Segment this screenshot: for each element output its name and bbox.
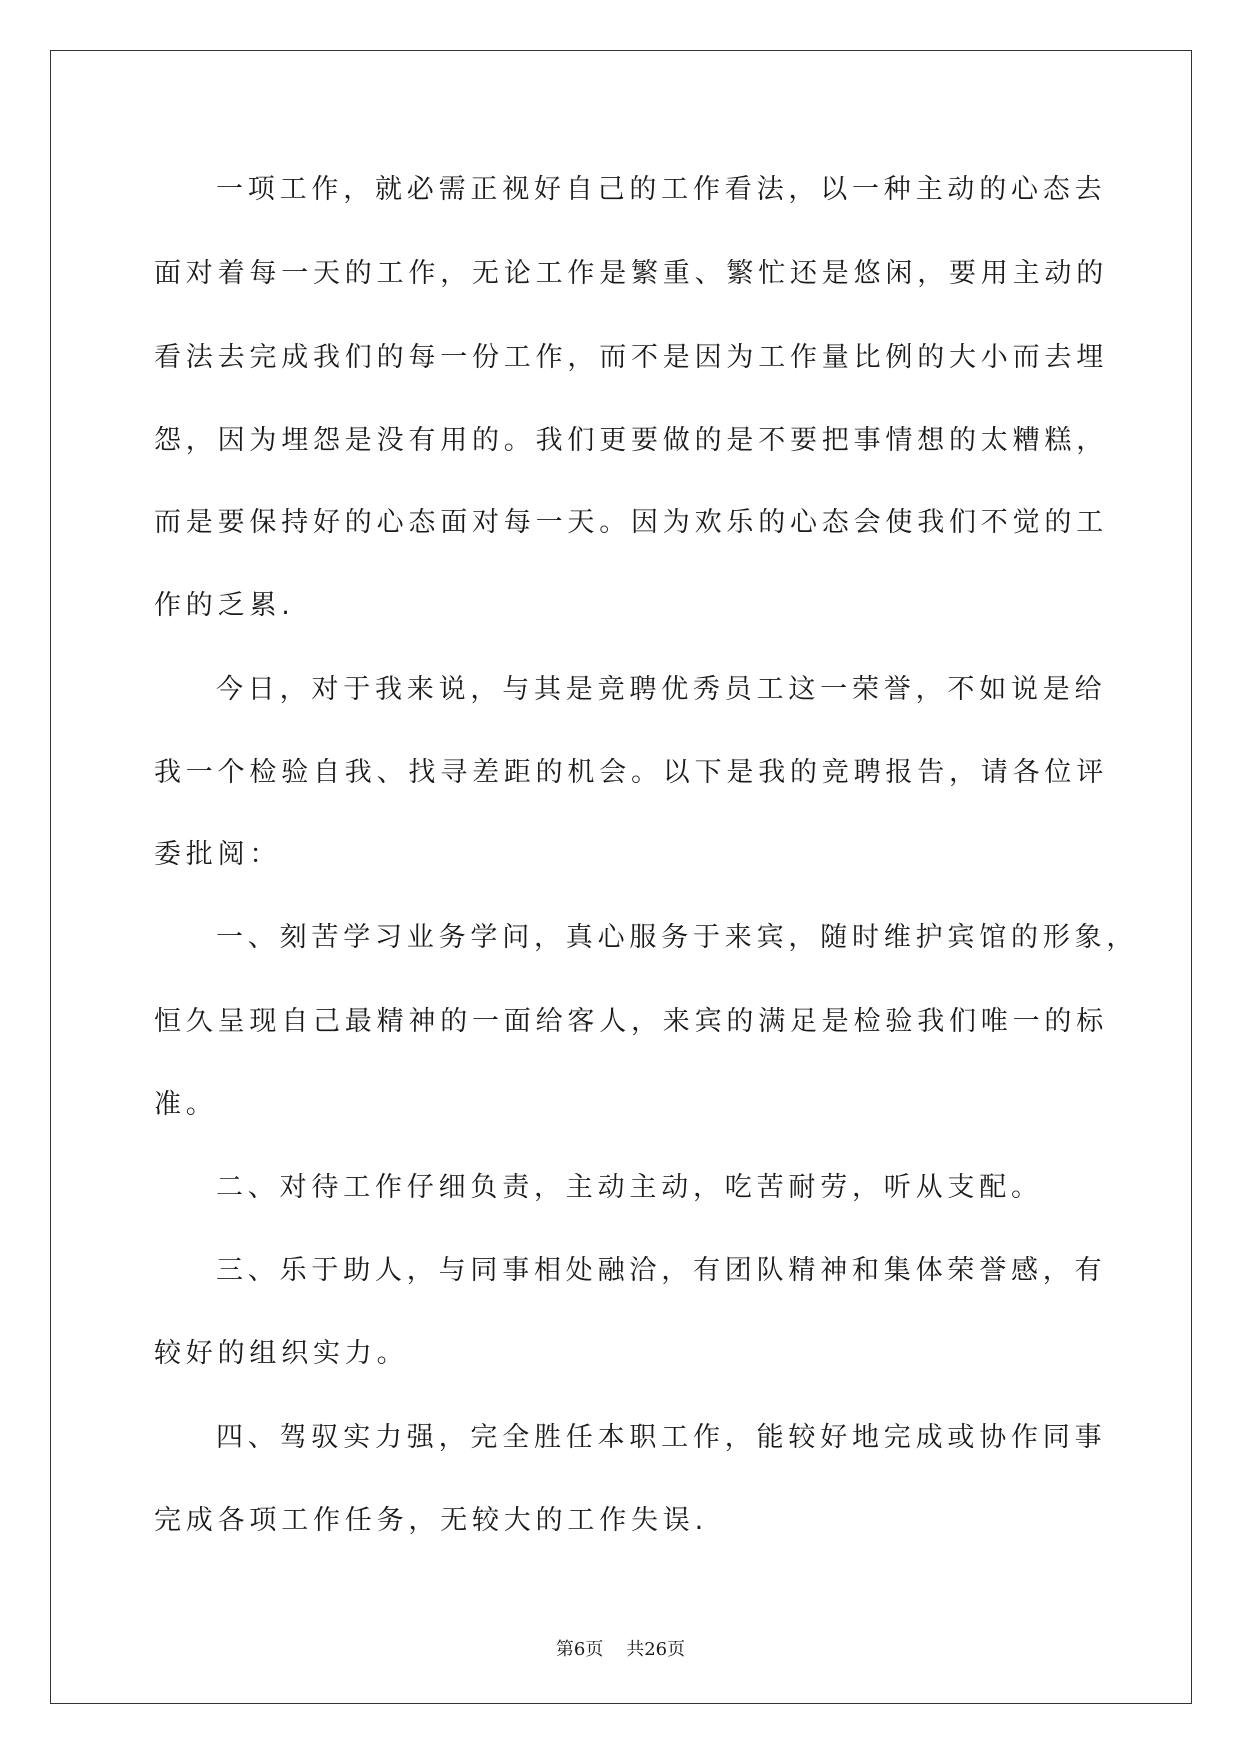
body-line-15: 较好的组织实力。 (154, 1338, 409, 1369)
body-line-12: 准。 (154, 1089, 218, 1120)
footer-gap (603, 1639, 626, 1660)
body-line-2: 面对着每一天的工作，无论工作是繁重、繁忙还是悠闲，要用主动的 (154, 258, 1108, 289)
body-line-4: 怨，因为埋怨是没有用的。我们更要做的是不要把事情想的太糟糕， (154, 425, 1108, 456)
total-pages: 共26页 (626, 1639, 686, 1660)
body-line-14: 三、乐于助人，与同事相处融洽，有团队精神和集体荣誉感，有 (216, 1255, 1107, 1286)
body-line-6: 作的乏累. (154, 590, 295, 621)
body-line-11: 恒久呈现自己最精神的一面给客人，来宾的满足是检验我们唯一的标 (154, 1006, 1108, 1037)
body-line-5: 而是要保持好的心态面对每一天。因为欢乐的心态会使我们不觉的工 (154, 507, 1108, 538)
body-line-7: 今日，对于我来说，与其是竞聘优秀员工这一荣誉，不如说是给 (216, 674, 1107, 705)
body-line-10: 一、刻苦学习业务学问，真心服务于来宾，随时维护宾馆的形象， (216, 922, 1139, 953)
body-line-9: 委批阅： (154, 839, 282, 870)
body-line-8: 我一个检验自我、找寻差距的机会。以下是我的竞聘报告，请各位评 (154, 757, 1108, 788)
body-line-17: 完成各项工作任务，无较大的工作失误. (154, 1505, 708, 1536)
body-line-13: 二、对待工作仔细负责，主动主动，吃苦耐劳，听从支配。 (216, 1172, 1043, 1203)
body-line-16: 四、驾驭实力强，完全胜任本职工作，能较好地完成或协作同事 (216, 1422, 1107, 1453)
body-line-3: 看法去完成我们的每一份工作，而不是因为工作量比例的大小而去埋 (154, 342, 1108, 373)
body-line-1: 一项工作，就必需正视好自己的工作看法，以一种主动的心态去 (216, 174, 1107, 205)
page-number: 第6页 (555, 1639, 604, 1660)
page-footer (0, 1638, 1241, 1662)
